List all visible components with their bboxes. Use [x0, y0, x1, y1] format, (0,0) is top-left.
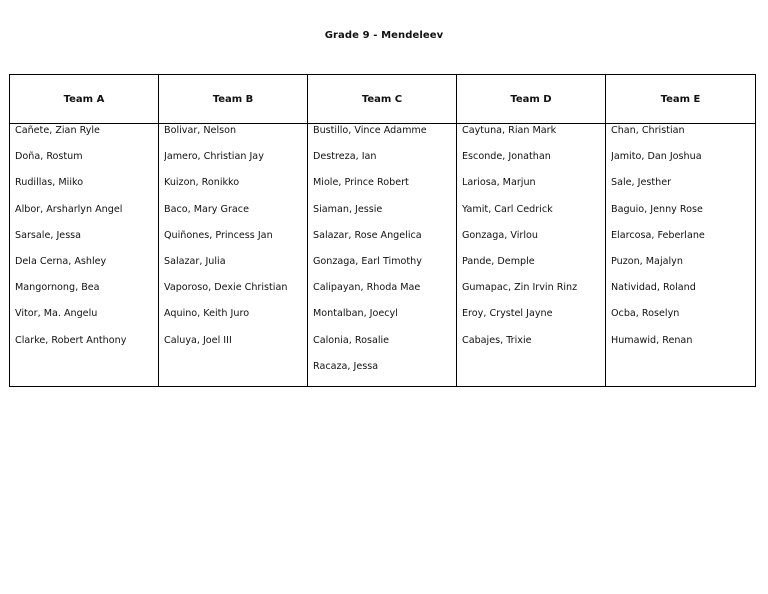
- team-roster-table: [9, 74, 756, 387]
- member-name: Salazar, Julia: [164, 255, 226, 267]
- member-name: Racaza, Jessa: [313, 360, 379, 372]
- member-name: Doña, Rostum: [15, 151, 83, 163]
- member-name: Rudillas, Miiko: [15, 177, 84, 189]
- member-name: Calonia, Rosalie: [313, 334, 390, 346]
- member-name: Destreza, Ian: [313, 151, 377, 163]
- member-name: Jamito, Dan Joshua: [611, 151, 702, 163]
- member-name: Baguio, Jenny Rose: [611, 203, 703, 215]
- member-name: Aquino, Keith Juro: [164, 308, 250, 320]
- team-c-header: Team C: [308, 75, 457, 124]
- member-name: Quiñones, Princess Jan: [164, 229, 273, 241]
- member-name: Miole, Prince Robert: [313, 177, 409, 189]
- member-name: Cabajes, Trixie: [462, 334, 532, 346]
- team-b-members: [164, 124, 307, 360]
- member-name: Siaman, Jessie: [313, 203, 383, 215]
- member-name: Gonzaga, Earl Timothy: [313, 255, 422, 267]
- team-c-members: [313, 124, 456, 386]
- member-name: Montalban, Joecyl: [313, 308, 398, 320]
- table-row: [10, 124, 756, 387]
- team-e-cell: [606, 124, 756, 387]
- team-a-cell: [10, 124, 159, 387]
- member-name: Kuizon, Ronikko: [164, 177, 240, 189]
- member-name: Sale, Jesther: [611, 177, 672, 189]
- table-header-row: [10, 75, 756, 124]
- member-name: Eroy, Crystel Jayne: [462, 308, 553, 320]
- team-d-members: [462, 124, 605, 360]
- member-name: Dela Cerna, Ashley: [15, 255, 107, 267]
- member-name: Baco, Mary Grace: [164, 203, 249, 215]
- team-d-header: Team D: [457, 75, 606, 124]
- member-name: Gumapac, Zin Irvin Rinz: [462, 282, 578, 294]
- member-name: Calipayan, Rhoda Mae: [313, 282, 421, 294]
- team-b-header: Team B: [159, 75, 308, 124]
- member-name: Vaporoso, Dexie Christian: [164, 282, 288, 294]
- member-name: Caluya, Joel III: [164, 334, 232, 346]
- member-name: Humawid, Renan: [611, 334, 693, 346]
- member-name: Bustillo, Vince Adamme: [313, 125, 427, 136]
- member-name: Mangornong, Bea: [15, 282, 100, 294]
- member-name: Lariosa, Marjun: [462, 177, 536, 189]
- member-name: Pande, Demple: [462, 255, 535, 267]
- member-name: Jamero, Christian Jay: [164, 151, 264, 163]
- team-e-members: [611, 124, 755, 360]
- member-name: Yamit, Carl Cedrick: [462, 203, 553, 215]
- member-name: Esconde, Jonathan: [462, 151, 551, 163]
- member-name: Gonzaga, Virlou: [462, 229, 538, 241]
- member-name: Cañete, Zian Ryle: [15, 125, 100, 136]
- team-a-members: [15, 124, 158, 360]
- member-name: Chan, Christian: [611, 125, 685, 136]
- team-c-cell: [308, 124, 457, 387]
- member-name: Clarke, Robert Anthony: [15, 334, 127, 346]
- member-name: Salazar, Rose Angelica: [313, 229, 422, 241]
- team-d-cell: [457, 124, 606, 387]
- member-name: Caytuna, Rian Mark: [462, 125, 557, 136]
- member-name: Bolivar, Nelson: [164, 125, 237, 136]
- member-name: Puzon, Majalyn: [611, 255, 683, 267]
- member-name: Albor, Arsharlyn Angel: [15, 203, 123, 215]
- member-name: Ocba, Roselyn: [611, 308, 680, 320]
- team-a-header: Team A: [10, 75, 159, 124]
- team-e-header: Team E: [606, 75, 756, 124]
- member-name: Vitor, Ma. Angelu: [15, 308, 98, 320]
- member-name: Sarsale, Jessa: [15, 229, 82, 241]
- document-title: Grade 9 - Mendeleev: [324, 30, 444, 41]
- member-name: Natividad, Roland: [611, 282, 696, 294]
- team-b-cell: [159, 124, 308, 387]
- member-name: Elarcosa, Feberlane: [611, 229, 705, 241]
